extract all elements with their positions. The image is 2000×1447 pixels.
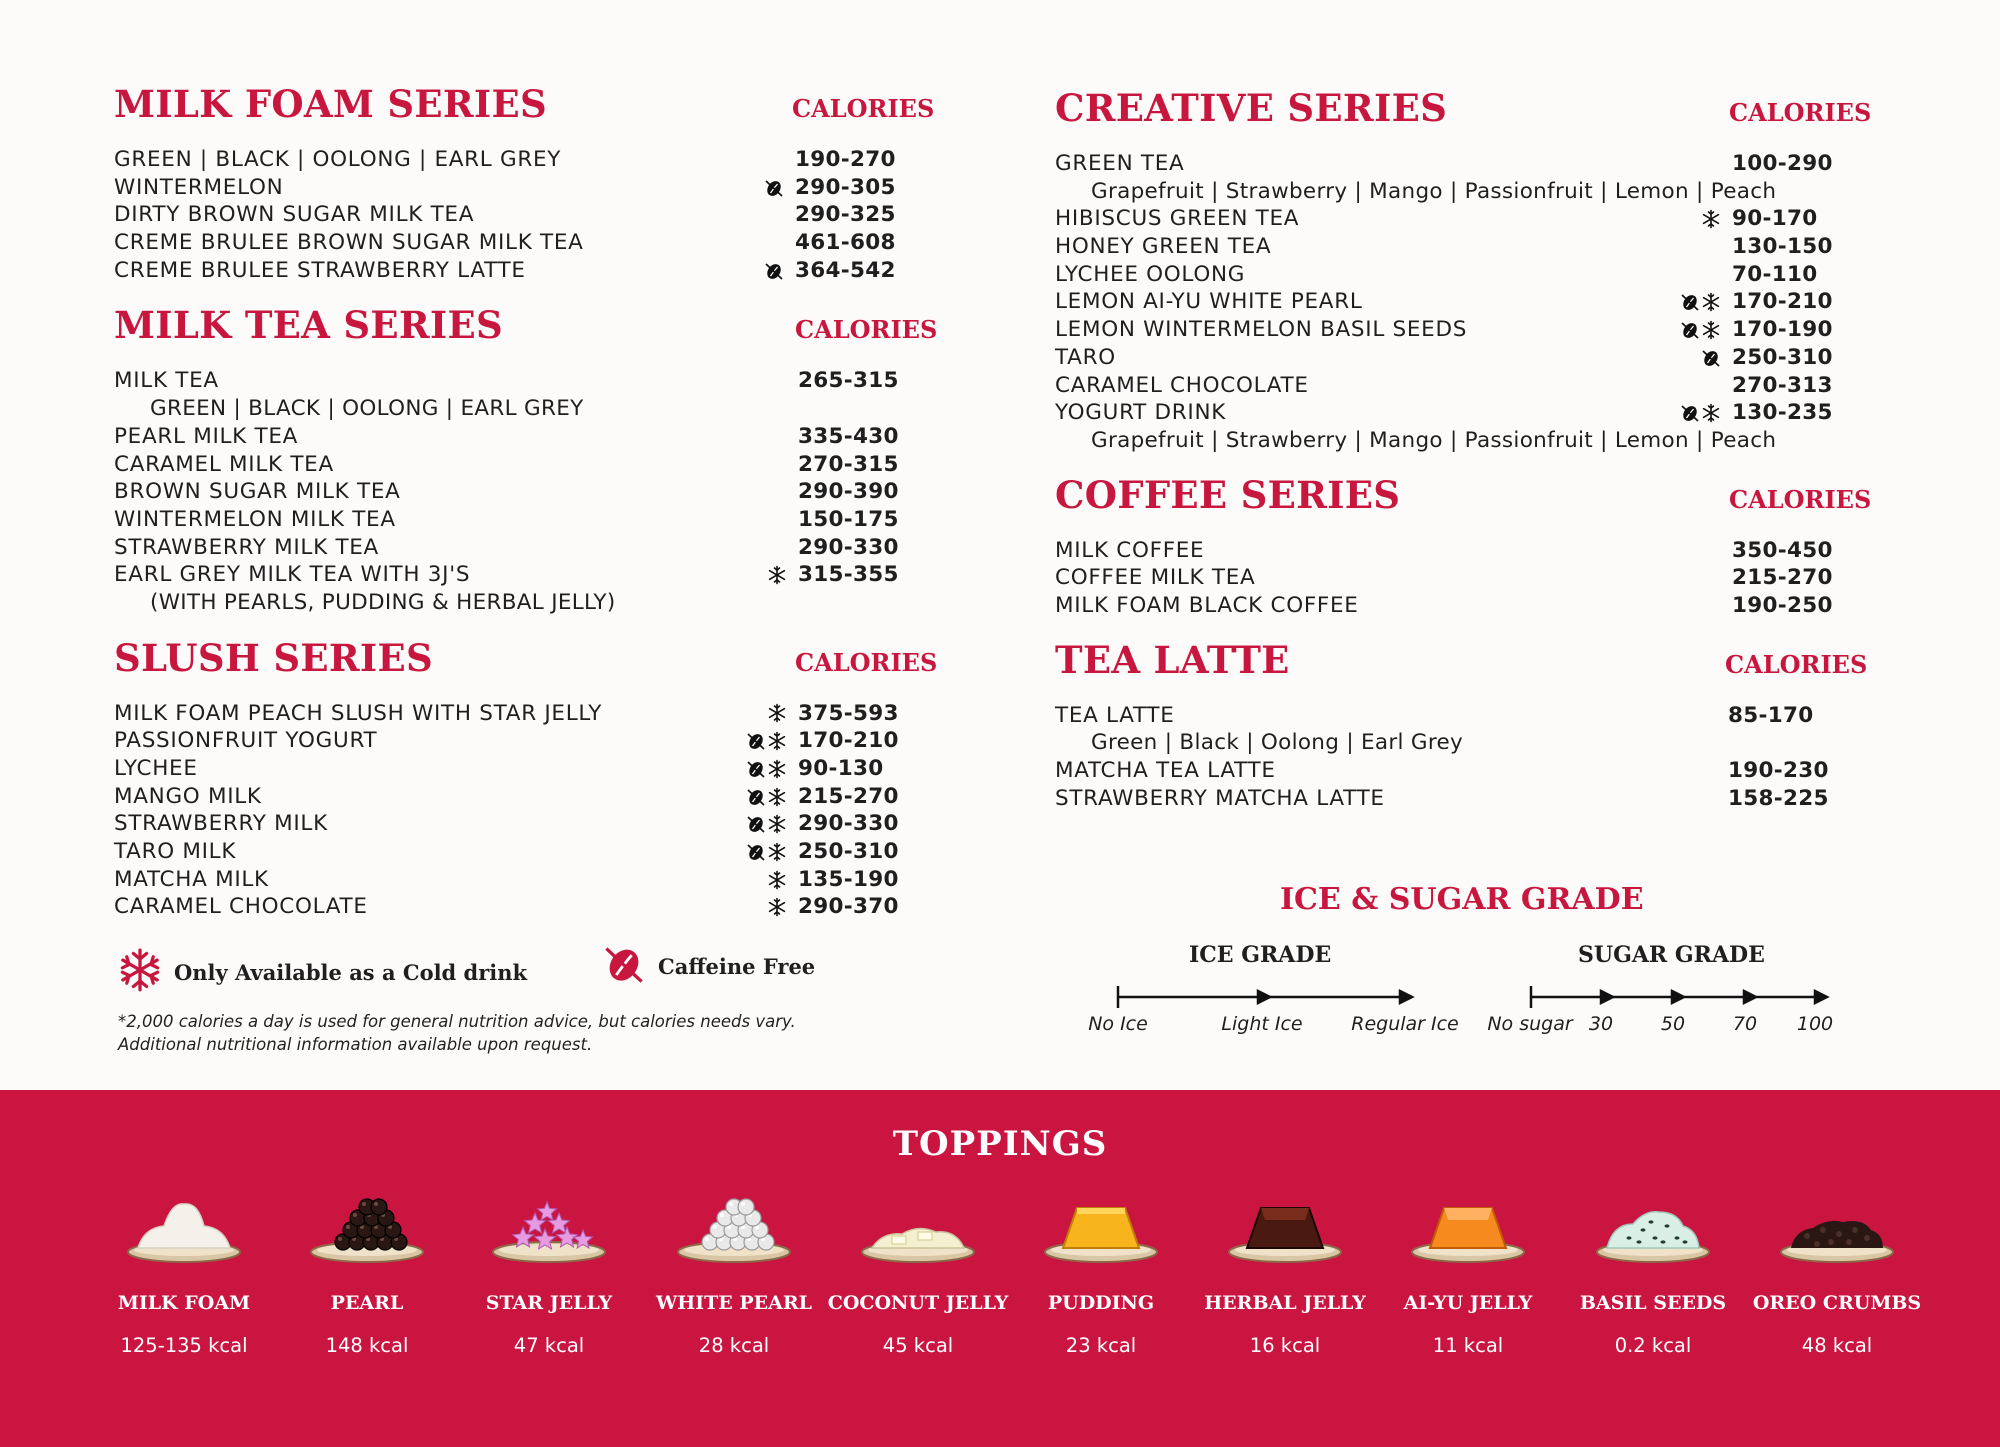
menu-item-name: HIBISCUS GREEN TEA [1055,206,1300,232]
menu-item-row [114,534,974,562]
section-title: CREATIVE SERIES [1055,86,1448,130]
milk-foam-icon [124,1190,244,1274]
section-header [1055,473,1955,537]
grade-arrows [1080,980,1840,1016]
nutrition-note [118,1010,796,1056]
section-header [1055,86,1955,150]
snowflake-icon [1701,292,1721,312]
grade-title: ICE & SUGAR GRADE [1280,882,1644,917]
menu-item-name: STRAWBERRY MILK [114,811,328,837]
legend-caffeine-free [602,942,815,991]
legend-cold-label: Only Available as a Cold drink [174,960,528,985]
menu-item-options: Grapefruit | Strawberry | Mango | Passionfruit | Lemon | Peach [1091,427,1777,453]
toppings-title: TOPPINGS [892,1124,1108,1164]
dietary-icons [746,727,787,755]
sugar-level-label: 70 [1732,1013,1758,1035]
calories-header: CALORIES [1725,649,1868,679]
menu-item-row [1055,564,1955,592]
snowflake-icon [767,870,787,890]
calories-header: CALORIES [795,315,938,345]
section-title: SLUSH SERIES [114,635,434,680]
topping-name: AI-YU JELLY [1403,1292,1533,1314]
menu-item-name: LYCHEE [114,756,198,781]
menu-item-row [1055,344,1955,372]
coconut-jelly-icon [858,1190,978,1274]
menu-item-name: MILK FOAM PEACH SLUSH WITH STAR JELLY [114,700,603,726]
menu-item-row [1055,399,1955,427]
dietary-icons [767,561,787,589]
menu-item-row [1055,427,1955,455]
topping-calories: 125-135 kcal [120,1334,248,1357]
menu-item-row [114,783,974,811]
topping-item [1009,1190,1193,1357]
calories-header: CALORIES [792,94,935,123]
sugar-level-label: 100 [1796,1013,1834,1035]
menu-item-name: CREME BRULEE BROWN SUGAR MILK TEA [114,230,584,256]
menu-item-row [1055,537,1955,565]
menu-item-name: LEMON WINTERMELON BASIL SEEDS [1055,317,1468,343]
menu-item-name: WINTERMELON MILK TEA [114,506,396,532]
topping-name: WHITE PEARL [655,1292,813,1314]
menu-item-row [1055,233,1955,261]
section-title: TEA LATTE [1055,637,1290,682]
caffeine-free-icon [746,787,766,807]
menu-item-name: DIRTY BROWN SUGAR MILK TEA [114,202,475,228]
menu-item-name: YOGURT DRINK [1055,400,1227,426]
menu-item-row [1055,785,1955,813]
ice-level-label: No Ice [1088,1013,1148,1035]
topping-name: HERBAL JELLY [1204,1292,1366,1314]
menu-item-name: CARAMEL MILK TEA [114,451,334,477]
menu-item-calories: 130-150 [1732,234,1833,260]
menu-item-calories: 290-390 [798,479,899,505]
calories-header: CALORIES [1729,484,1872,514]
topping-calories: 148 kcal [325,1334,409,1357]
caffeine-free-icon [1680,403,1700,423]
topping-calories: 23 kcal [1065,1334,1137,1357]
menu-item-calories: 375-593 [798,700,899,726]
menu-item-name: MATCHA TEA LATTE [1055,758,1276,783]
menu-item-calories: 270-315 [798,451,899,477]
dietary-icons [1680,399,1721,427]
menu-item-row [114,174,974,202]
caffeine-free-icon [746,814,766,834]
menu-item-calories: 215-270 [798,783,899,809]
dietary-icons [1680,316,1721,344]
menu-item-calories: 190-270 [795,147,896,172]
menu-item-name: TEA LATTE [1055,702,1175,728]
snowflake-icon [767,814,787,834]
section-coffee [1055,473,1955,620]
topping-item [642,1190,826,1357]
menu-item-calories: 135-190 [798,866,899,892]
snowflake-icon [767,787,787,807]
caffeine-free-icon [764,261,784,281]
menu-item-calories: 90-170 [1732,206,1818,232]
menu-item-calories: 170-210 [1732,289,1833,315]
dietary-icons [767,893,787,921]
topping-item [1745,1190,1929,1357]
ai-yu-jelly-icon [1408,1190,1528,1274]
menu-item-row [114,367,974,395]
snowflake-icon [767,759,787,779]
menu-item-row [114,395,974,423]
menu-item-row [114,478,974,506]
topping-item [275,1190,459,1357]
menu-item-name: STRAWBERRY MILK TEA [114,534,379,560]
menu-item-name: EARL GREY MILK TEA WITH 3J'S [114,562,471,588]
menu-item-name: CARAMEL CHOCOLATE [1055,372,1309,398]
menu-item-row [1055,592,1955,620]
dietary-icons [764,174,784,202]
menu-item-calories: 350-450 [1732,537,1833,563]
section-title: MILK TEA SERIES [114,303,504,348]
dietary-icons [1680,288,1721,316]
menu-item-name: TARO [1055,344,1116,370]
topping-item [457,1190,641,1357]
menu-item-name: GREEN | BLACK | OOLONG | EARL GREY [114,147,562,172]
menu-item-name: CARAMEL CHOCOLATE [114,894,368,920]
topping-item [1376,1190,1560,1357]
topping-calories: 47 kcal [513,1334,585,1357]
menu-item-name: COFFEE MILK TEA [1055,565,1256,591]
snowflake-icon [1701,209,1721,229]
menu-item-row [114,229,974,257]
menu-item-row [114,146,974,174]
menu-item-row [114,451,974,479]
menu-item-calories: 90-130 [798,756,884,781]
section-milk-tea [114,303,974,616]
menu-item-calories: 461-608 [795,230,896,256]
menu-item-row [1055,316,1955,344]
menu-item-name: MILK TEA [114,368,219,394]
calories-header: CALORIES [795,647,938,677]
calories-header: CALORIES [1729,98,1872,127]
topping-item [1561,1190,1745,1357]
section-header [114,303,974,367]
caffeine-free-icon [1680,320,1700,340]
section-tea-latte [1055,638,1955,813]
topping-name: OREO CRUMBS [1752,1292,1922,1314]
section-header [1055,638,1955,702]
menu-item-row [114,838,974,866]
menu-item-row [1055,288,1955,316]
menu-item-calories: 100-290 [1732,151,1833,176]
caffeine-free-icon [1680,292,1700,312]
menu-item-name: TARO MILK [114,839,237,865]
menu-item-name: MANGO MILK [114,783,262,809]
menu-item-row [1055,372,1955,400]
topping-name: BASIL SEEDS [1579,1292,1727,1314]
menu-item-calories: 250-310 [798,839,899,865]
oreo-crumbs-icon [1777,1190,1897,1274]
topping-name: STAR JELLY [485,1292,613,1314]
topping-calories: 48 kcal [1801,1334,1873,1357]
topping-item [1193,1190,1377,1357]
basil-seeds-icon [1593,1190,1713,1274]
menu-item-calories: 190-230 [1728,758,1829,783]
menu-item-calories: 290-305 [795,174,896,200]
dietary-icons [1701,205,1721,233]
snowflake-icon [767,897,787,917]
topping-item [826,1190,1010,1357]
menu-item-row [114,755,974,783]
legend-caffeine-free-label: Caffeine Free [658,954,816,979]
menu-item-options: (WITH PEARLS, PUDDING & HERBAL JELLY) [150,589,616,615]
menu-item-row [114,257,974,285]
menu-item-row [1055,729,1955,757]
menu-item-row [114,810,974,838]
menu-item-name: PEARL MILK TEA [114,423,299,449]
topping-calories: 11 kcal [1432,1334,1504,1357]
menu-item-calories: 250-310 [1732,344,1833,370]
menu-item-row [1055,702,1955,730]
topping-name: PEARL [330,1292,404,1314]
topping-calories: 0.2 kcal [1614,1334,1692,1357]
pudding-icon [1041,1190,1161,1274]
dietary-icons [746,783,787,811]
dietary-icons [1701,344,1721,372]
topping-name: COCONUT JELLY [827,1292,1009,1314]
topping-calories: 16 kcal [1249,1334,1321,1357]
dietary-icons [746,810,787,838]
menu-item-calories: 364-542 [795,257,896,283]
dietary-icons [764,257,784,285]
section-creative [1055,86,1955,455]
menu-item-calories: 190-250 [1732,592,1833,618]
topping-item [92,1190,276,1357]
legend-cold [118,948,527,997]
menu-item-row [114,866,974,894]
menu-item-calories: 158-225 [1728,785,1829,811]
section-slush [114,636,974,922]
menu-item-calories: 335-430 [798,423,899,449]
menu-item-calories: 315-355 [798,562,899,588]
topping-calories: 45 kcal [882,1334,954,1357]
menu-item-row [114,893,974,921]
menu-item-calories: 290-330 [798,534,899,560]
menu-item-calories: 270-313 [1732,372,1833,398]
section-header [114,82,974,146]
snowflake-icon [118,948,162,997]
section-title: MILK FOAM SERIES [114,82,548,126]
star-jelly-icon [489,1190,609,1274]
menu-item-name: CREME BRULEE STRAWBERRY LATTE [114,257,526,283]
menu-item-options: Green | Black | Oolong | Earl Grey [1091,730,1464,756]
menu-item-row [114,727,974,755]
dietary-icons [746,755,787,783]
menu-item-options: GREEN | BLACK | OOLONG | EARL GREY [150,396,584,422]
caffeine-free-icon [1701,348,1721,368]
menu-item-name: STRAWBERRY MATCHA LATTE [1055,785,1385,811]
dietary-icons [767,700,787,728]
menu-item-name: GREEN TEA [1055,151,1185,176]
menu-item-row [1055,261,1955,289]
menu-item-calories: 85-170 [1728,702,1814,728]
caffeine-free-icon [746,759,766,779]
right-column [1055,86,1955,812]
ice-grade-title: ICE GRADE [1189,942,1332,968]
ice-level-label: Regular Ice [1351,1013,1459,1035]
menu-item-calories: 215-270 [1732,565,1833,591]
snowflake-icon [767,731,787,751]
caffeine-free-icon [602,942,646,991]
ice-level-label: Light Ice [1221,1013,1303,1035]
snowflake-icon [1701,320,1721,340]
menu-item-name: WINTERMELON [114,174,284,200]
caffeine-free-icon [764,178,784,198]
menu-item-row [114,201,974,229]
menu-item-name: LEMON AI-YU WHITE PEARL [1055,289,1363,315]
menu-item-calories: 290-325 [795,202,896,228]
menu-item-calories: 170-190 [1732,317,1833,343]
snowflake-icon [767,703,787,723]
menu-item-row [1055,205,1955,233]
pearl-icon [307,1190,427,1274]
sugar-level-label: 30 [1588,1013,1614,1035]
menu-item-calories: 265-315 [798,368,899,394]
sugar-grade-title: SUGAR GRADE [1578,942,1765,968]
menu-item-row [1055,757,1955,785]
caffeine-free-icon [746,842,766,862]
menu-item-name: HONEY GREEN TEA [1055,234,1272,260]
menu-item-row [114,700,974,728]
menu-item-calories: 130-235 [1732,400,1833,426]
menu-item-calories: 170-210 [798,728,899,754]
dietary-icons [746,838,787,866]
note-line-2: Additional nutritional information available upon request. [118,1035,593,1054]
menu-item-name: MILK COFFEE [1055,537,1205,563]
menu-item-row [1055,150,1955,178]
menu-item-row [114,423,974,451]
dietary-icons [767,866,787,894]
menu-item-calories: 70-110 [1732,261,1818,287]
menu-item-row [114,561,974,589]
menu-item-calories: 150-175 [798,506,899,532]
note-line-1: *2,000 calories a day is used for general nutrition advice, but calories needs vary. [118,1012,796,1031]
menu-item-options: Grapefruit | Strawberry | Mango | Passionfruit | Lemon | Peach [1091,178,1777,204]
caffeine-free-icon [746,731,766,751]
section-milk-foam [114,82,974,284]
white-pearl-icon [674,1190,794,1274]
menu-item-row [1055,178,1955,206]
snowflake-icon [767,565,787,585]
topping-calories: 28 kcal [698,1334,770,1357]
menu-item-name: MILK FOAM BLACK COFFEE [1055,592,1359,618]
menu-item-row [114,589,974,617]
menu-item-name: BROWN SUGAR MILK TEA [114,479,401,505]
herbal-jelly-icon [1225,1190,1345,1274]
menu-item-calories: 290-370 [798,894,899,920]
menu-item-name: MATCHA MILK [114,866,269,892]
menu-item-row [114,506,974,534]
left-column [114,82,974,921]
topping-name: MILK FOAM [117,1292,251,1314]
sugar-level-label: 50 [1660,1013,1686,1035]
section-header [114,636,974,700]
section-title: COFFEE SERIES [1055,472,1401,517]
snowflake-icon [1701,403,1721,423]
sugar-level-label: No sugar [1487,1013,1573,1035]
topping-name: PUDDING [1047,1292,1155,1314]
menu-item-calories: 290-330 [798,811,899,837]
menu-item-name: PASSIONFRUIT YOGURT [114,728,378,754]
menu-item-name: LYCHEE OOLONG [1055,261,1246,287]
snowflake-icon [767,842,787,862]
